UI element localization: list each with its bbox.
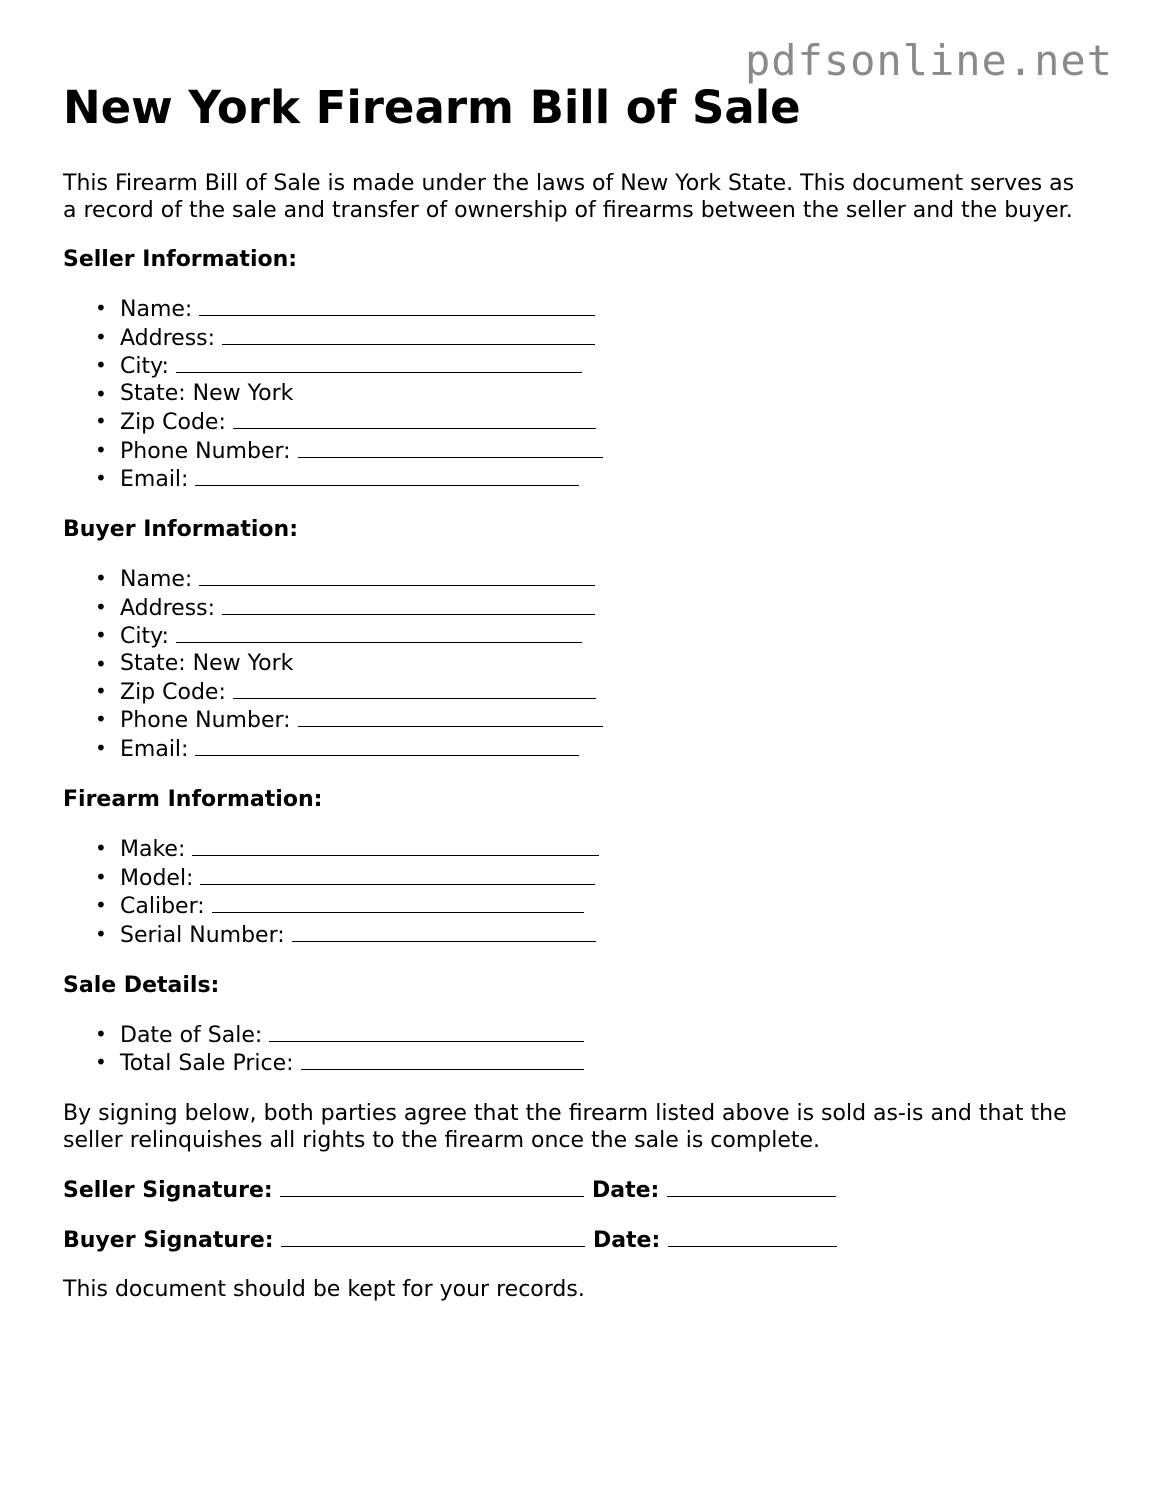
sale-field-list <box>63 1021 1093 1078</box>
firearm-model-field[interactable]: • Model: <box>120 864 1093 893</box>
seller-date-line[interactable] <box>667 1176 836 1197</box>
seller-name-field[interactable]: • Name: <box>120 295 1093 324</box>
buyer-name-field[interactable]: • Name: <box>120 565 1093 594</box>
seller-state-field: • State: New York <box>95 381 294 407</box>
buyer-heading: Buyer Information: <box>63 516 298 542</box>
buyer-signature-line[interactable] <box>281 1226 585 1247</box>
buyer-zip-field[interactable]: • Zip Code: <box>120 678 1093 707</box>
seller-city-field[interactable]: • City: <box>120 352 1093 381</box>
footer-note: This document should be kept for your records. <box>63 1277 585 1303</box>
buyer-email-field[interactable]: • Email: <box>120 735 1093 764</box>
watermark: pdfsonline.net <box>744 36 1113 85</box>
sale-price-field[interactable]: • Total Sale Price: <box>120 1049 1093 1078</box>
document-page <box>63 80 1093 1303</box>
page-title: New York Firearm Bill of Sale <box>63 81 801 134</box>
seller-signature-line[interactable] <box>280 1176 584 1197</box>
seller-email-field[interactable]: • Email: <box>120 465 1093 494</box>
seller-field-list <box>63 295 1093 494</box>
firearm-make-field[interactable]: • Make: <box>120 835 1093 864</box>
buyer-phone-field[interactable]: • Phone Number: <box>120 706 1093 735</box>
firearm-serial-field[interactable]: • Serial Number: <box>120 921 1093 950</box>
buyer-city-field[interactable]: • City: <box>120 622 1093 651</box>
seller-date-label: Date: <box>592 1178 660 1204</box>
closing-paragraph: By signing below, both parties agree that the firearm listed above is sold as-is and that the seller relinquishes all rights to the firearm once the sale is complete. <box>63 1101 1067 1154</box>
sale-heading: Sale Details: <box>63 972 220 998</box>
intro-paragraph: This Firearm Bill of Sale is made under the laws of New York State. This document serves as a record of the sale and transfer of ownership of firearms between the seller and the buyer. <box>63 171 1075 223</box>
seller-signature-label: Seller Signature: <box>63 1178 273 1204</box>
firearm-field-list <box>63 835 1093 950</box>
seller-heading: Seller Information: <box>63 247 298 272</box>
seller-signature-row <box>63 1176 1093 1204</box>
buyer-state-field: • State: New York <box>95 651 294 677</box>
buyer-date-line[interactable] <box>668 1226 837 1247</box>
buyer-signature-label: Buyer Signature: <box>63 1228 274 1254</box>
sale-date-field[interactable]: • Date of Sale: <box>120 1021 1093 1050</box>
buyer-field-list <box>63 565 1093 764</box>
firearm-caliber-field[interactable]: • Caliber: <box>120 892 1093 921</box>
buyer-address-field[interactable]: • Address: <box>120 594 1093 623</box>
seller-address-field[interactable]: • Address: <box>120 324 1093 353</box>
seller-phone-field[interactable]: • Phone Number: <box>120 437 1093 466</box>
buyer-date-label: Date: <box>592 1228 661 1254</box>
seller-zip-field[interactable]: • Zip Code: <box>120 408 1093 437</box>
firearm-heading: Firearm Information: <box>63 786 323 812</box>
buyer-signature-row <box>63 1226 1093 1254</box>
